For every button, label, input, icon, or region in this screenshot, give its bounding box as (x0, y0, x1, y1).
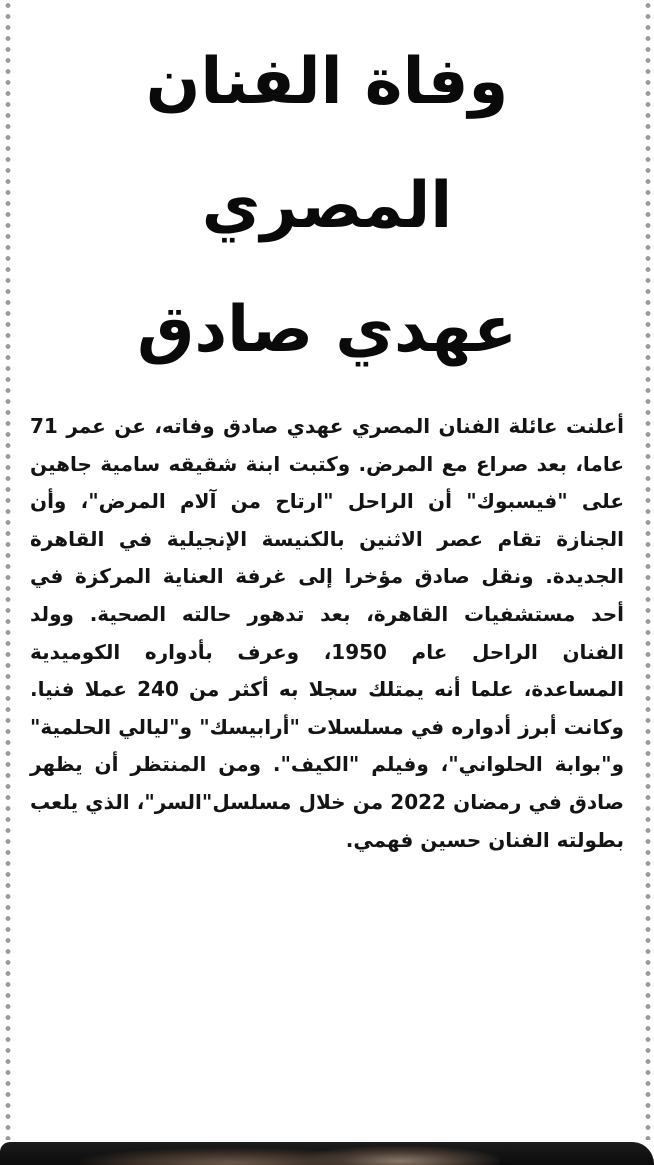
headline-line-1: وفاة الفنان المصري (145, 45, 509, 243)
dotted-border-right (644, 0, 652, 1140)
headline-line-2: عهدي صادق (137, 293, 517, 367)
article-headline (30, 0, 624, 392)
photo-edge (0, 1142, 654, 1165)
dotted-border-left (4, 0, 12, 1140)
article-body: أعلنت عائلة الفنان المصري عهدي صادق وفاته، عن عمر 71 عاما، بعد صراع مع المرض. وكتبت ابنة شقيقه سامية جاهين على "فيسبوك" أن الراحل "ارتاح من آلام المرض"، وأن الجنازة تقام عصر الاثنين بالكنيسة الإنجيلية في القاهرة الجديدة. ونقل صادق مؤخرا إلى غرفة العناية المركزة في أحد مستشفيات القاهرة، بعد تدهور حالته الصحية. وولد الفنان الراحل عام 1950، وعرف بأدواره الكوميدية المساعدة، علما أنه يمتلك سجلا به أكثر من 240 عملا فنيا. وكانت أبرز أدواره في مسلسلات "أرابيسك" و"ليالي الحلمية" و"بوابة الحلواني"، وفيلم "الكيف". ومن المنتظر أن يظهر صادق في رمضان 2022 من خلال مسلسل"السر"، الذي يلعب بطولته الفنان حسين فهمي. (30, 414, 624, 852)
news-article (30, 0, 624, 1140)
